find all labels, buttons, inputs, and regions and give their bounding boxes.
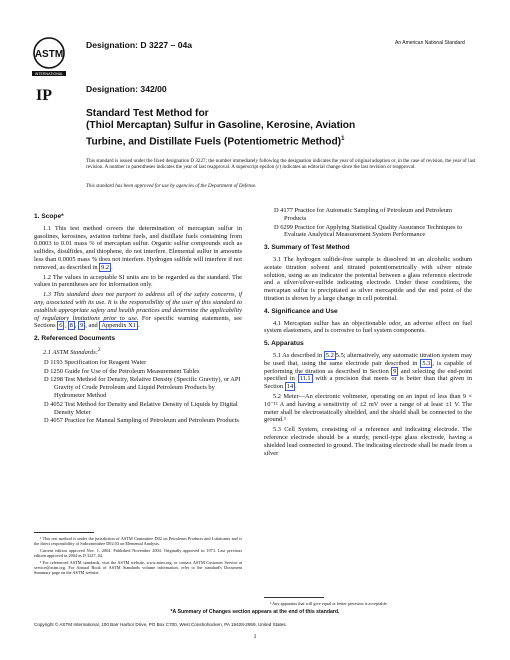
para-1-1: 1.1 This test method covers the determination of mercaptan sulfur in gasolines, kerosines, aviation turbine fuels, and distillate fuels containing from 0.0003 to 0.01 mass % of mercaptan sulfur. Organic sulfur compounds such as sulfides, disulfides, and thiophene, do not interfere. Elemental sulfur in amounts less than 0.0005 mass % does not interfere. Hydrogen sulfide will interfere if not removed, as described in 9.2 . xyxy=(34,224,242,271)
ref-d1193: D 1193 Specification for Reagent Water xyxy=(44,358,147,366)
link-section-6[interactable]: 6 xyxy=(59,322,63,330)
para-5-3: 5.3 Cell System, consisting of a reference and indicating electrode. The reference electrode should be a sturdy, pencil-type glass electrode, having a shielded lead connected to ground. The indicating electrode shall be made from a silver xyxy=(264,426,472,457)
approved-note: This standard has been approved for use by agencies of the Department of Defense. xyxy=(86,183,257,189)
summary-note: *A Summary of Changes section appears at the end of this standard. xyxy=(170,609,340,615)
link-section-9b[interactable]: 9 xyxy=(393,367,397,375)
section-2-heading: 2. Referenced Documents xyxy=(34,335,115,343)
para-5-2: 5.2 Meter—An electronic voltmeter, operating on an input of less than 9 × 10⁻¹² A and having a sensitivity of ±2 mV over a range of at least ±1 V. The meter shall be electrostatically shielded, and the shield shall be connected to the ground.³ xyxy=(264,392,472,424)
para-4-1: 4.1 Mercaptan sulfur has an objectionable odor, an adverse effect on fuel system elastomers, and is corrosive to fuel system components. xyxy=(264,319,472,335)
link-section-8[interactable]: 8 xyxy=(69,322,73,330)
left-column xyxy=(34,208,242,426)
para-3-1: 3.1 The hydrogen sulfide-free sample is dissolved in an alcoholic sodium acetate titration solvent and titrated potentiometrically with silver nitrate solution, using as an indicator the potential between a glass reference electrode and a silver/silver-sulfide indicating electrode. Under these conditions, the mercaptan sulfur is precipitated as silver mercaptide and the end point of the titration is shown by a large change in cell potential. xyxy=(264,255,472,302)
svg-text:ASTM: ASTM xyxy=(34,49,64,60)
footnote-1b: Current edition approved Nov. 1, 2004. Published November 2004. Originally approved in 1973. Last previous edition approved in 2004 as D 3227–04. xyxy=(34,547,242,559)
ref-d4052: D 4052 Test Method for Density and Relative Density of Liquids by Digital Density Meter xyxy=(44,400,238,416)
ref-d4057: D 4057 Practice for Manual Sampling of Petroleum and Petroleum Products xyxy=(44,417,239,425)
svg-text:IP: IP xyxy=(36,87,52,104)
para-2-1: 2.1 ASTM Standards:$^2$ xyxy=(43,346,101,357)
link-section-14[interactable]: 14 xyxy=(286,383,294,391)
section-1-heading: 1. Scope* xyxy=(34,213,64,220)
para-5-1: 5.1 As described in 5.2 5.5; alternatively, any automatic titration system may be used that, using the same electrode pair described in 5.3 , is capable of performing the titration as described in Section 9 and selecting the end-point specified in 11.1 with a precision that meets or is better than that given in Section 14 . xyxy=(264,351,472,391)
link-appendix-x1[interactable]: Appendix X1 xyxy=(101,322,136,330)
footnote-rule-right xyxy=(264,597,324,598)
link-11-1[interactable]: 11.1 xyxy=(299,375,311,383)
footnote-1: ¹ This test method is under the jurisdiction of ASTM Committee D02 on Petroleum Products and Lubricants and is the direct responsibility of Subcommittee D02.03 on Elemental Analysis. xyxy=(34,536,242,547)
designation: Designation: D 3227 – 04a xyxy=(86,40,193,50)
right-column xyxy=(264,207,472,459)
astm-logo xyxy=(30,36,68,80)
document-title xyxy=(86,108,486,149)
title-line-2: (Thiol Mercaptan) Sulfur in Gasoline, Kerosine, Aviation xyxy=(86,120,356,132)
section-5-heading: 5. Apparatus xyxy=(264,340,304,348)
footnote-2: ² For referenced ASTM standards, visit the ASTM website, www.astm.org, or contact ASTM Customer Service at service@astm.org. For Annual Book of ASTM Standards volume information, refer to the standard's Document Summary page on the ASTM website. xyxy=(34,559,242,576)
footnote-3: ³ Any apparatus that will give equal or better precision is acceptable. xyxy=(270,601,388,606)
ref-d6299: D 6299 Practice for Applying Statistical Quality Assurance Techniques to Evaluate Analytical Measurement System Performance xyxy=(274,223,463,239)
ip-logo xyxy=(34,84,58,106)
designation-ip: Designation: 342/00 xyxy=(86,84,167,94)
ref-d4177: D 4177 Practice for Automatic Sampling of Petroleum and Petroleum Products xyxy=(274,207,453,222)
para-1-3: 1.3 This standard does not purport to address all of the safety concerns, if any, associated with its use. It is the responsibility of the user of this standard to establish appropriate safety and health practices and determine the applicability of regulatory limitations prior to use. For specific warning statements, see Sections 6 , 8 , 9 , and Appendix X1 . xyxy=(34,291,242,330)
title-line-3: Turbine, and Distillate Fuels (Potentiometric Method)$^1$ xyxy=(86,135,345,148)
link-5-2[interactable]: 5.2 xyxy=(325,351,334,359)
footnotes xyxy=(34,536,242,577)
footnote-rule xyxy=(34,532,94,533)
issued-note: This standard is issued under the fixed designation D 3227; the number immediately following the designation indicates the year of original adoption or, in the case of revision, the year of last revision. A number in parentheses indicates the year of last reapproval. A superscript epsilon (ε) indicates an editorial change since the last revision or reapproval. xyxy=(86,158,476,171)
copyright: Copyright © ASTM International, 100 Barr Harbor Drive, PO Box C700, West Conshohocken, PA 19428-2959, United States. xyxy=(34,622,287,627)
link-9-2[interactable]: 9.2 xyxy=(101,263,110,271)
title-line-1: Standard Test Method for xyxy=(86,108,209,119)
ref-d1298: D 1298 Test Method for Density, Relative Density (Specific Gravity), or API Gravity of Crude Petroleum and Liquid Petroleum Products by Hydrometer Method xyxy=(44,376,241,400)
svg-text:INTERNATIONAL: INTERNATIONAL xyxy=(34,72,64,77)
ref-d1250: D 1250 Guide for Use of the Petroleum Measurement Tables xyxy=(44,367,200,375)
section-3-heading: 3. Summary of Test Method xyxy=(264,244,350,252)
link-section-9[interactable]: 9 xyxy=(80,322,84,330)
ans-label: An American National Standard xyxy=(395,40,465,46)
para-1-2: 1.2 The values in acceptable SI units are to be regarded as the standard. The values in parentheses are for information only. xyxy=(34,273,242,289)
section-4-heading: 4. Significance and Use xyxy=(264,307,338,315)
link-5-3[interactable]: 5.3 xyxy=(422,359,431,367)
page-number: 1 xyxy=(253,634,257,640)
